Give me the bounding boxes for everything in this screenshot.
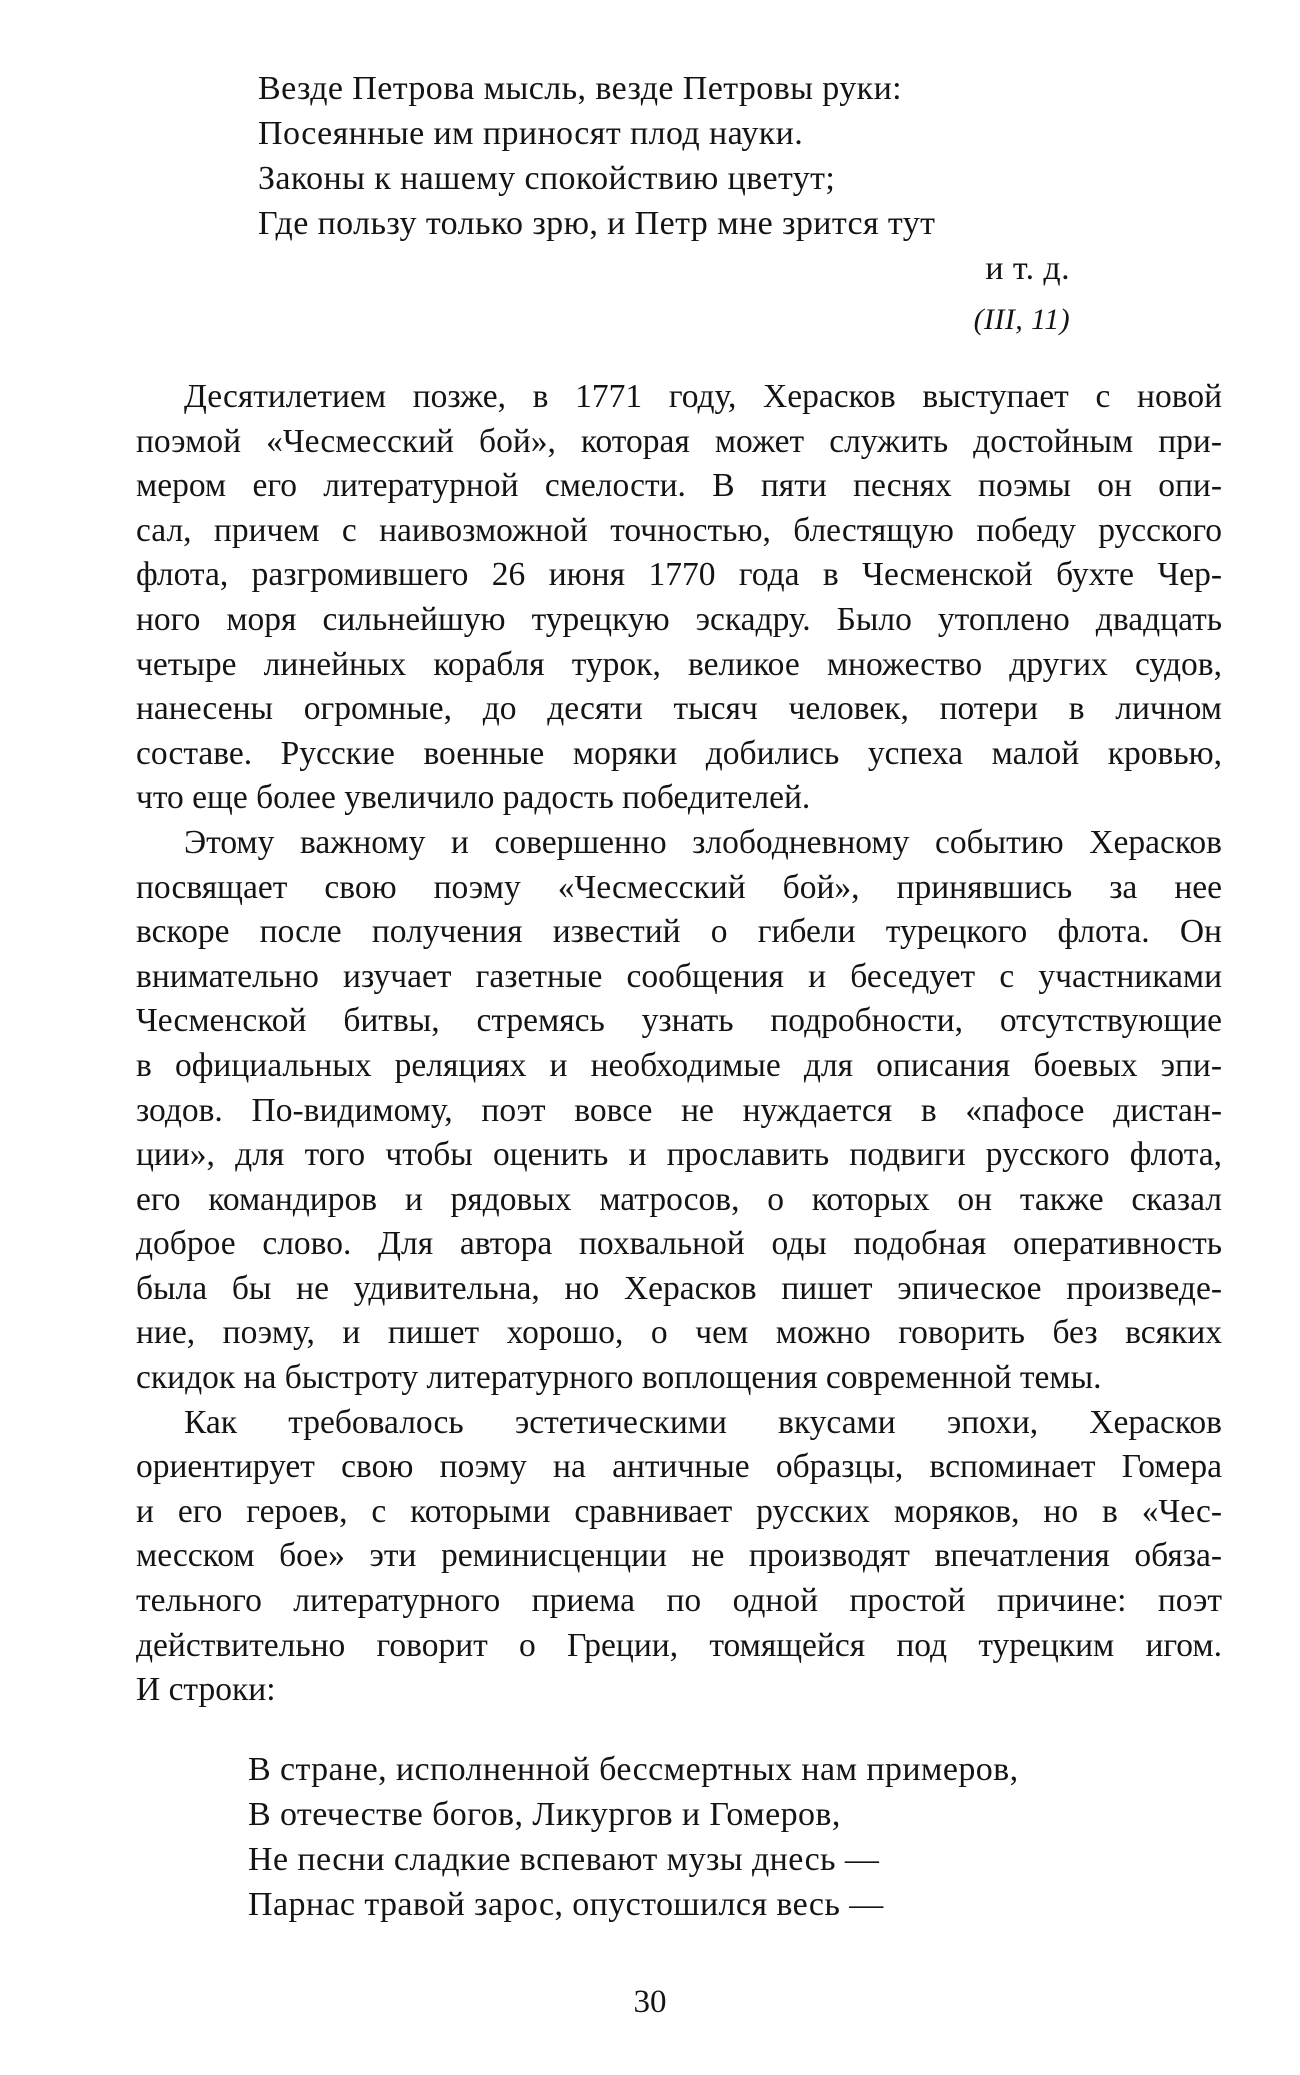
text-line: Этому важному и совершенно злободневному событию Херасков [184, 823, 1222, 861]
verse-quote-top [258, 66, 1078, 342]
text-line: зодов. По-видимому, поэт вовсе не нуждается в «пафосе дистан- [136, 1091, 1222, 1129]
text-line: ции», для того чтобы оценить и прославить подвиги русского флота, [136, 1136, 1222, 1174]
text-line: доброе слово. Для автора похвальной оды подобная оперативность [136, 1225, 1222, 1263]
text-line: мером его литературной смелости. В пяти песнях поэмы он опи- [136, 467, 1222, 505]
verse-line: В отечестве богов, Ликургов и Гомеров, [248, 1796, 841, 1833]
body-text [136, 375, 1222, 1713]
text-line: И строки: [136, 1671, 276, 1709]
text-line: поэмой «Чесмесский бой», которая может служить достойным при- [136, 422, 1222, 460]
verse-quote-bottom [248, 1747, 1148, 1927]
text-line: ориентирует свою поэму на античные образцы, вспоминает Гомера [136, 1448, 1222, 1486]
text-line: Чесменской битвы, стремясь узнать подробности, отсутствующие [136, 1002, 1222, 1040]
verse-line: Посеянные им приносят плод науки. [258, 115, 804, 152]
paragraph-1 [136, 375, 1222, 821]
verse-reference: (III, 11) [973, 303, 1070, 336]
verse-line: Парнас травой зарос, опустошился весь — [248, 1886, 884, 1923]
text-line: ного моря сильнейшую турецкую эскадру. Было утоплено двадцать [136, 600, 1222, 638]
text-line: в официальных реляциях и необходимые для описания боевых эпи- [136, 1046, 1222, 1084]
text-line: Десятилетием позже, в 1771 году, Херасков выступает с новой [184, 378, 1222, 415]
text-line: скидок на быстроту литературного воплощения современной темы. [136, 1359, 1102, 1397]
text-line: и его героев, с которыми сравнивает русских моряков, но в «Чес- [136, 1492, 1222, 1530]
text-line: была бы не удивительна, но Херасков пишет эпическое произведе- [136, 1269, 1222, 1307]
text-line: ние, поэму, и пишет хорошо, о чем можно говорить без всяких [136, 1314, 1222, 1352]
text-line: флота, разгромившего 26 июня 1770 года в Чесменской бухте Чер- [136, 556, 1222, 594]
verse-line: Не песни сладкие вспевают музы днесь — [248, 1841, 880, 1878]
paragraph-2 [136, 821, 1222, 1401]
text-line: месском бое» эти реминисценции не производят впечатления обяза- [136, 1537, 1222, 1575]
text-line: его командиров и рядовых матросов, о которых он также сказал [136, 1180, 1222, 1218]
text-line: тельного литературного приема по одной простой причине: поэт [136, 1582, 1222, 1620]
verse-line: Где пользу только зрю, и Петр мне зрится тут [258, 205, 936, 242]
verse-continuation: и т. д. [985, 250, 1070, 287]
text-line: что еще более увеличило радость победителей. [136, 779, 811, 817]
text-line: нанесены огромные, до десяти тысяч человек, потери в личном [136, 690, 1222, 728]
text-line: вскоре после получения известий о гибели турецкого флота. Он [136, 913, 1222, 951]
page-number: 30 [633, 1984, 667, 2020]
text-line: Как требовалось эстетическими вкусами эпохи, Херасков [184, 1403, 1222, 1441]
text-line: сал, причем с наивозможной точностью, блестящую победу русского [136, 511, 1222, 549]
paragraph-3 [136, 1401, 1222, 1713]
text-line: составе. Русские военные моряки добились успеха малой кровью, [136, 734, 1222, 772]
text-line: внимательно изучает газетные сообщения и беседует с участниками [136, 957, 1222, 995]
text-line: четыре линейных корабля турок, великое множество других судов, [136, 645, 1222, 683]
text-line: посвящает свою поэму «Чесмесский бой», принявшись за нее [136, 868, 1222, 906]
text-line: действительно говорит о Греции, томящейся под турецким игом. [136, 1626, 1222, 1664]
verse-line: В стране, исполненной бессмертных нам примеров, [248, 1751, 1019, 1788]
verse-line: Везде Петрова мысль, везде Петровы руки: [258, 70, 903, 107]
verse-line: Законы к нашему спокойствию цветут; [258, 160, 836, 197]
